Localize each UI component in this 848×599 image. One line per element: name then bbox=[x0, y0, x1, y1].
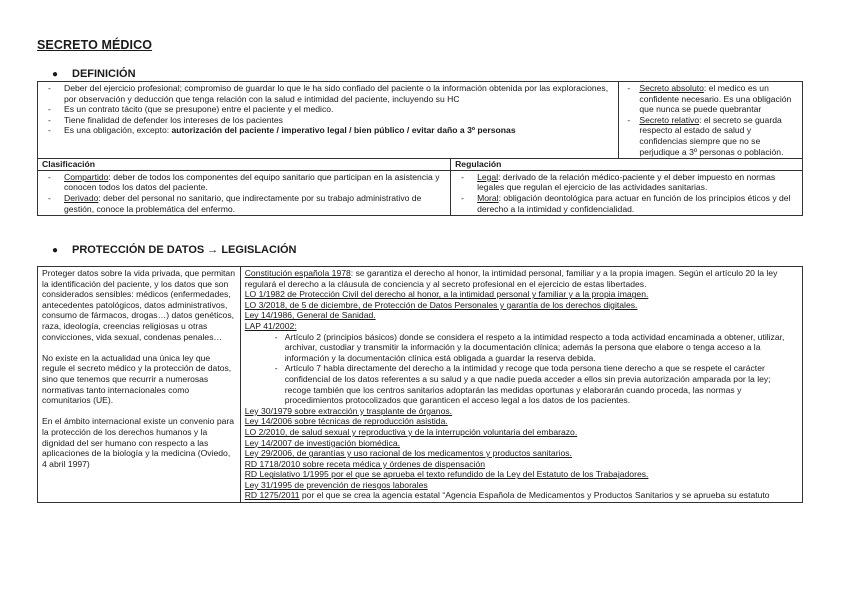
law-item: LO 2/2010, de salud sexual y reproductiva y de la interrupción voluntaria del embarazo. bbox=[244, 426, 578, 437]
regulacion-heading: Regulación bbox=[451, 159, 803, 171]
list-item: - Secreto relativo: el secreto se guarda respecto al estado de salud y confidencias siempre que no se perjudique a 3º personas o población. bbox=[623, 115, 798, 157]
law-item: RD Legislativo 1/1995 por el que se aprueba el texto refundido de la Ley del Estatuto de los Trabajadores. bbox=[244, 469, 649, 480]
legislacion-cell bbox=[240, 267, 802, 503]
law-item: RD 1718/2010 sobre receta médica y órdenes de dispensación bbox=[244, 458, 486, 469]
list-item: - Compartido: deber de todos los componentes del equipo sanitario que participan en la asistencia y conocen todos los datos del paciente. bbox=[42, 172, 446, 193]
clasificacion-heading: Clasificación bbox=[38, 159, 451, 171]
list-item: - Moral: obligación deontológica para actuar en función de los principios éticos y del derecho a la intimidad y confidencialidad. bbox=[455, 193, 798, 214]
paragraph: No existe en la actualidad una única ley que regule el secreto médico y la protección de datos, sino que tenemos que recurrir a numerosas normativas tanto internacionales como comunitarios (UE). bbox=[42, 352, 232, 406]
section-heading-definicion: ● DEFINICIÓN bbox=[52, 68, 136, 80]
law-item: LO 1/1982 de Protección Civil del derecho al honor, a la intimidad personal y familiar y a la propia imagen. bbox=[244, 289, 649, 300]
bullet-icon: ● bbox=[52, 69, 59, 80]
list-item: - Deber del ejercicio profesional; compromiso de guardar lo que le ha sido confiado del paciente o la información obtenida por las exploraciones, por observación y deducción que tenga relación con la salud e intimidad del paciente, incluyendo su HC bbox=[42, 83, 614, 104]
list-item: - Derivado: deber del personal no sanitario, que indirectamente por su trabajo administrativo de gestión, conoce la problemática del enfermo. bbox=[42, 193, 446, 214]
paragraph: En el ámbito internacional existe un convenio para la protección de los derechos humanos y la dignidad del ser humano con respecto a las aplicaciones de la biología y la medicina (Oviedo, 4 abril 1997) bbox=[42, 416, 235, 469]
secreto-types-cell bbox=[619, 82, 803, 159]
definicion-main-cell bbox=[38, 82, 619, 159]
law-item: Ley 14/1986, General de Sanidad. bbox=[244, 310, 376, 321]
proteccion-left-cell bbox=[38, 267, 241, 503]
law-item: LO 3/2018, de 5 de diciembre, de Protección de Datos Personales y garantía de los derechos digitales. bbox=[244, 299, 638, 310]
bullet-icon: ● bbox=[52, 245, 59, 256]
lap-heading: LAP 41/2002: bbox=[244, 320, 297, 331]
list-item: - Artículo 2 (principios básicos) donde se considera el respeto a la intimidad respecto a toda actividad encaminada a obtener, utilizar, archivar, custodiar y transmitir la información y la documentación clínica; además la persona que elabore o tenga acceso a la información y la documentación clínica está obligada a guardar la reserva debida. bbox=[275, 332, 798, 364]
document-title: SECRETO MÉDICO bbox=[37, 38, 153, 52]
law-item: Ley 14/2007 de investigación biomédica. bbox=[244, 437, 400, 448]
proteccion-table bbox=[37, 266, 803, 503]
list-item: - Artículo 7 habla directamente del derecho a la intimidad y recoge que toda persona tiene derecho a que se respete el carácter confidencial de los datos referentes a su salud y a que nadie pueda acceder a ellos sin previa autorización amparada por la ley; recoge también que los centros sanitarios adoptarán las medidas oportunas y elaborarán cuando proceda, las normas y procedimientos protocolizados que garanticen el acceso legal a los datos de los pacientes. bbox=[275, 363, 798, 405]
list-item: - Legal: derivado de la relación médico-paciente y el deber impuesto en normas legales que regulan el ejercicio de las actividades sanitarias. bbox=[455, 172, 798, 193]
list-item: - Es una obligación, excepto: autorización del paciente / imperativo legal / bien público / evitar daño a 3º personas bbox=[42, 125, 614, 136]
definicion-table bbox=[37, 81, 803, 216]
list-item: - Secreto absoluto: el medico es un confidente necesario. Es una obligación que nunca se puede quebrantar bbox=[623, 83, 798, 115]
list-item: - Es un contrato tácito (que se presupone) entre el paciente y el medico. bbox=[42, 104, 614, 115]
clasificacion-cell bbox=[38, 170, 451, 215]
law-item: Ley 31/1995 de prevención de riesgos laborales bbox=[244, 479, 428, 490]
law-item: Ley 29/2006, de garantías y uso racional de los medicamentos y productos sanitarios. bbox=[244, 448, 572, 459]
section-heading-proteccion: ● PROTECCIÓN DE DATOS → LEGISLACIÓN bbox=[52, 244, 297, 256]
law-item: Ley 30/1979 sobre extracción y trasplante de órganos. bbox=[244, 405, 453, 416]
regulacion-cell bbox=[451, 170, 803, 215]
paragraph: Proteger datos sobre la vida privada, que permitan la identificación del paciente, y los datos que son considerados sensibles: médicos (enfermedades, antecedentes patológicos, datos administrativos, consumo de fármacos, drogas…) datos genéticos, raza, ideología, creencias religiosas u otras convicciones, vida sexual, condenas penales… bbox=[42, 268, 235, 342]
constitucion-line: Constitución española 1978: se garantiza el derecho al honor, la intimidad personal, familiar y a la propia imagen. Según el artículo 20 la ley regulará el derecho a la cláusula de conciencia y al secreto profesional en el ejercicio de estas libertades. bbox=[244, 268, 778, 289]
list-item: - Tiene finalidad de defender los intereses de los pacientes bbox=[42, 115, 614, 126]
rd-line: RD 1275/2011 por el que se crea la agencia estatal “Agencia Española de Medicamentos y Productos Sanitarios y se aprueba su estatuto bbox=[244, 490, 770, 501]
law-item: Ley 14/2006 sobre técnicas de reproducción asistida. bbox=[244, 416, 448, 427]
